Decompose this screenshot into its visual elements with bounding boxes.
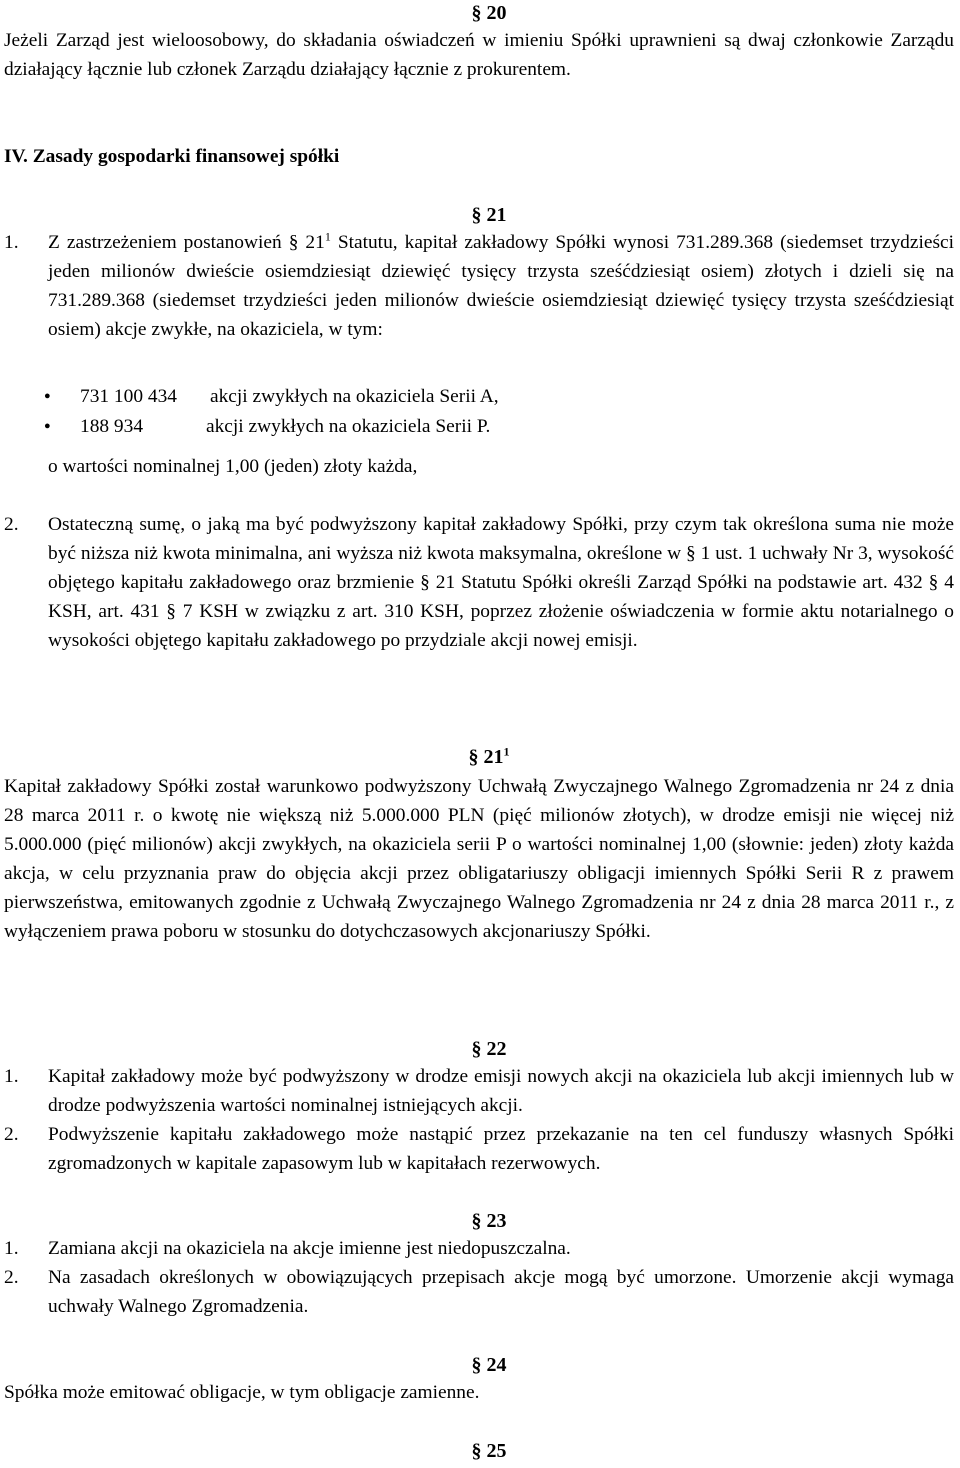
- section-21-list: [4, 228, 954, 344]
- share-series-item: [44, 382, 499, 412]
- item-number: 1.: [4, 232, 19, 253]
- section-21-1-heading: [0, 744, 960, 770]
- item-number: 2.: [4, 1124, 19, 1145]
- share-count: 731 100 434: [80, 386, 177, 407]
- item-number: 1.: [4, 1066, 19, 1087]
- heading-text: § 21: [468, 746, 504, 768]
- share-count: 188 934: [80, 416, 144, 437]
- section-22-heading: § 22: [471, 1038, 507, 1060]
- item-number: 1.: [4, 1238, 19, 1259]
- list-item: [4, 1234, 954, 1263]
- section-21-item-1: [4, 228, 954, 344]
- share-series-item: [44, 412, 499, 442]
- list-item: [4, 1263, 954, 1321]
- item-number: 2.: [4, 514, 19, 535]
- item-text-rest: Statutu, kapitał zakładowy Spółki wynosi 731.289.368 (siedemset trzydzieści jeden milionów dwieście osiemdziesiąt dziewięć tysięcy trzysta sześćdziesiąt osiem) złotych i dzieli się na 731.289.368 (siedemset trzydzieści jeden milionów dwieście osiemdziesiąt dziewięć tysięcy trzysta sześćdziesiąt osiem) akcje zwykłe, na okaziciela, w tym:: [48, 232, 954, 340]
- superscript-1: 1: [324, 229, 331, 244]
- section-21-1-text: Kapitał zakładowy Spółki został warunkowo podwyższony Uchwałą Zwyczajnego Walnego Zgromadzenia nr 24 z dnia 28 marca 2011 r. o kwotę nie większą niż 5.000.000 PLN (pięć milionów złotych), w drodze emisji nie więcej niż 5.000.000 (pięć milionów) akcji zwykłych, na okaziciela serii P o wartości nominalnej 1,00 (słownie: jeden) złoty każda akcja, w celu przyznania praw do objęcia akcji przez obligatariuszy obligacji imiennych Spółki Serii R z prawem pierwszeństwa, emitowanych zgodnie z Uchwałą Zwyczajnego Walnego Zgromadzenia nr 24 z dnia 28 marca 2011 r., z wyłączeniem prawa poboru w stosunku do dotychczasowych akcjonariuszy Spółki.: [4, 776, 954, 942]
- share-description: akcji zwykłych na okaziciela Serii A,: [210, 386, 499, 407]
- superscript-1: 1: [503, 744, 510, 759]
- section-21-item-2: [4, 510, 954, 655]
- chapter-iv-title: IV. Zasady gospodarki finansowej spółki: [4, 146, 340, 167]
- section-21-heading: § 21: [471, 204, 507, 226]
- section-22-list: [4, 1062, 954, 1178]
- item-text: Na zasadach określonych w obowiązujących przepisach akcje mogą być umorzone. Umorzenie akcji wymaga uchwały Walnego Zgromadzenia.: [48, 1267, 954, 1317]
- section-23-heading: § 23: [471, 1210, 507, 1232]
- section-24-text: Spółka może emitować obligacje, w tym obligacje zamienne.: [4, 1382, 480, 1403]
- section-23-list: [4, 1234, 954, 1321]
- section-20-text: Jeżeli Zarząd jest wieloosobowy, do składania oświadczeń w imieniu Spółki uprawnieni są dwaj członkowie Zarządu działający łącznie lub członek Zarządu działający łącznie z prokurentem.: [4, 30, 954, 80]
- section-20-heading: § 20: [471, 2, 507, 24]
- share-description: akcji zwykłych na okaziciela Serii P.: [206, 416, 491, 437]
- list-item: [4, 1120, 954, 1178]
- item-number: 2.: [4, 1267, 19, 1288]
- section-24-heading: § 24: [471, 1354, 507, 1376]
- item-text: Podwyższenie kapitału zakładowego może nastąpić przez przekazanie na ten cel funduszy własnych Spółki zgromadzonych w kapitale zapasowym lub w kapitałach rezerwowych.: [48, 1124, 954, 1174]
- section-25-heading: § 25: [471, 1440, 507, 1462]
- list-item: [4, 1062, 954, 1120]
- share-series-list: [44, 382, 499, 442]
- item-text-start: Z zastrzeżeniem postanowień § 21: [48, 232, 325, 253]
- section-21-list-2: [4, 510, 954, 655]
- item-text: Ostateczną sumę, o jaką ma być podwyższony kapitał zakładowy Spółki, przy czym tak określona suma nie może być niższa niż kwota minimalna, ani wyższa niż kwota maksymalna, określone w § 1 ust. 1 uchwały Nr 3, wysokość objętego kapitału zakładowego oraz brzmienie § 21 Statutu Spółki określi Zarząd Spółki na podstawie art. 432 § 4 KSH, art. 431 § 7 KSH w związku z art. 310 KSH, poprzez złożenie oświadczenia w formie aktu notarialnego o wysokości objętego kapitału zakładowego po przydziale akcji nowej emisji.: [48, 514, 954, 651]
- nominal-value-text: o wartości nominalnej 1,00 (jeden) złoty każda,: [48, 456, 418, 477]
- item-text: Zamiana akcji na okaziciela na akcje imienne jest niedopuszczalna.: [48, 1238, 571, 1259]
- item-text: Kapitał zakładowy może być podwyższony w drodze emisji nowych akcji na okaziciela lub akcji imiennych lub w drodze podwyższenia wartości nominalnej istniejących akcji.: [48, 1066, 954, 1116]
